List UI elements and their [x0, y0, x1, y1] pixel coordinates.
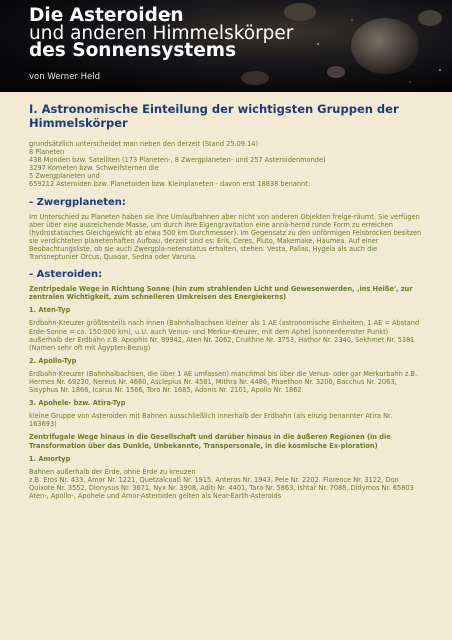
centrifugal-heading: Zentrifugale Wege hinaus in die Gesellschaft und darüber hinaus in die äußeren Regionen (in die Transformation über das Dunkle, Unbekannte, Transpersonale, in die kosmische Ex-ploration)	[29, 433, 391, 450]
intro-line: grundsätzlich unterscheidet man neben den derzeit (Stand 25.09.14)	[29, 140, 259, 148]
aten-type-paragraph: Erdbahn-Kreuzer größtenteils nach innen (Bahnhalbachsen kleiner als 1 AE (astronomische Einheiten, 1 AE = Abstand Erde-Sonne = ca. 150.000 km), u.U. auch Venus- und Merkur-Kreuzer, mit dem Aphel (sonnenfernster Punkt) außerhalb der Erdbahn z.B. Apophis Nr. 99942, Aten Nr. 2062, Cruithne Nr. 3753, Hathor Nr. 2340, Sekhmet Nr. 5381 (Namen sehr oft mit Ägypten-Bezug)	[29, 319, 420, 352]
aten-type-label: 1. Aten-Typ	[29, 306, 71, 315]
title-line-2: und anderen Himmelskörper	[29, 22, 294, 44]
subheading-zwergplaneten: - Zwergplaneten:	[29, 196, 126, 208]
document-title	[29, 7, 293, 60]
amor-line: Aten-, Apollo-, Apohele und Amor-Asteroiden gelten als Near-Earth-Asteroids	[29, 492, 282, 500]
amor-type-label: 1. Amortyp	[29, 454, 71, 463]
apohele-type-label: 3. Apohele- bzw. Atira-Typ	[29, 399, 126, 408]
amor-line: z.B. Eros Nr. 433, Amor Nr. 1221, Quetzalcoatl Nr. 1915, Anteros Nr. 1943, Pele Nr. 2202. Florence Nr. 3122, Don Quixote Nr. 3552, Dionysus Nr. 3671, Nyx Nr. 3908, Aditi Nr. 4401, Tara Nr. 5863, Ishtar Nr. 7088, Didymos Nr. 65803	[29, 475, 414, 492]
centripetal-heading: Zentripedale Wege in Richtung Sonne (hin zum strahlenden Licht und Gewesenwerden, ‚ins Heiße', zur zentralen Wichtigkeit, zum schnelleren Umkreisen des Energiekerns)	[29, 285, 413, 302]
intro-line: 5 Zwergplaneten und	[29, 172, 100, 181]
apollo-type-paragraph: Erdbahn-Kreuzer (Bahnhalbachsen, die über 1 AE umfassen) manchmal bis über die Venus- oder gar Merkurbahn z.B. Hermes Nr. 69230, Nereus Nr. 4660, Asclepius Nr. 4581, Mithra Nr. 4486, Phaethon Nr. 3200, Bacchus Nr. 2063, Sisyphus Nr. 1866, Icarus Nr. 1566, Toro Nr. 1685, Adonis Nr. 2101, Apollo Nr. 1862	[29, 369, 418, 395]
zwergplaneten-paragraph: Im Unterschied zu Planeten haben sie ihre Umlaufbahnen aber nicht von anderen Objekten freige-räumt. Sie verfügen aber über eine ausreichende Masse, um durch ihre Eigengravitation eine annä-hernd runde Form zu erreichen (hydrostatisches Gleichgewicht ab etwa 500 km Durchmesser). Im Gegensatz zu den unförmigen Felsbrocken besitzen sie verdichteten planetenhaften Aufbau, derzeit sind es: Eris, Ceres, Pluto, Makemake, Haumea. Auf einer Beobachtungsliste, ob sie auch Zwergpla-netenstatus erhalten, stehen: Vesta, Pallas, Hygeia als auch die Transneptunier Orcus, Quaoar, Sedna oder Varuna.	[29, 212, 422, 262]
intro-paragraph	[29, 140, 422, 189]
intro-line: 3297 Kometen bzw. Schweifsternen die	[29, 164, 159, 173]
document-body	[0, 92, 452, 500]
intro-line: 659212 Asteroiden bzw. Planetoiden bzw. Kleinplaneten - davon erst 18838 benannt:	[29, 180, 311, 189]
amor-line: Bahnen außerhalb der Erde, ohne Erde zu kreuzen	[29, 467, 196, 476]
title-line-3: des Sonnensystems	[29, 40, 237, 61]
section-heading: I. Astronomische Einteilung der wichtigsten Gruppen der Himmelskörper	[29, 102, 399, 130]
apohele-type-paragraph: kleine Gruppe von Asteroiden mit Bahnen ausschließlich innerhalb der Erdbahn (als einzig benannter Atira Nr. 163693)	[29, 412, 393, 429]
intro-line: 438 Monden bzw. Satelliten (173 Planeten-, 8 Zwergplaneten- und 257 Asteroidenmonde)	[29, 156, 326, 165]
title-line-1: Die Asteroiden	[29, 5, 184, 26]
amor-type-paragraph	[29, 468, 422, 500]
intro-line: 8 Planeten	[29, 148, 65, 157]
header-banner	[0, 0, 452, 92]
author-line: von Werner Held	[29, 72, 100, 82]
subheading-asteroiden: - Asteroiden:	[29, 269, 103, 281]
apollo-type-label: 2. Apollo-Typ	[29, 356, 77, 365]
